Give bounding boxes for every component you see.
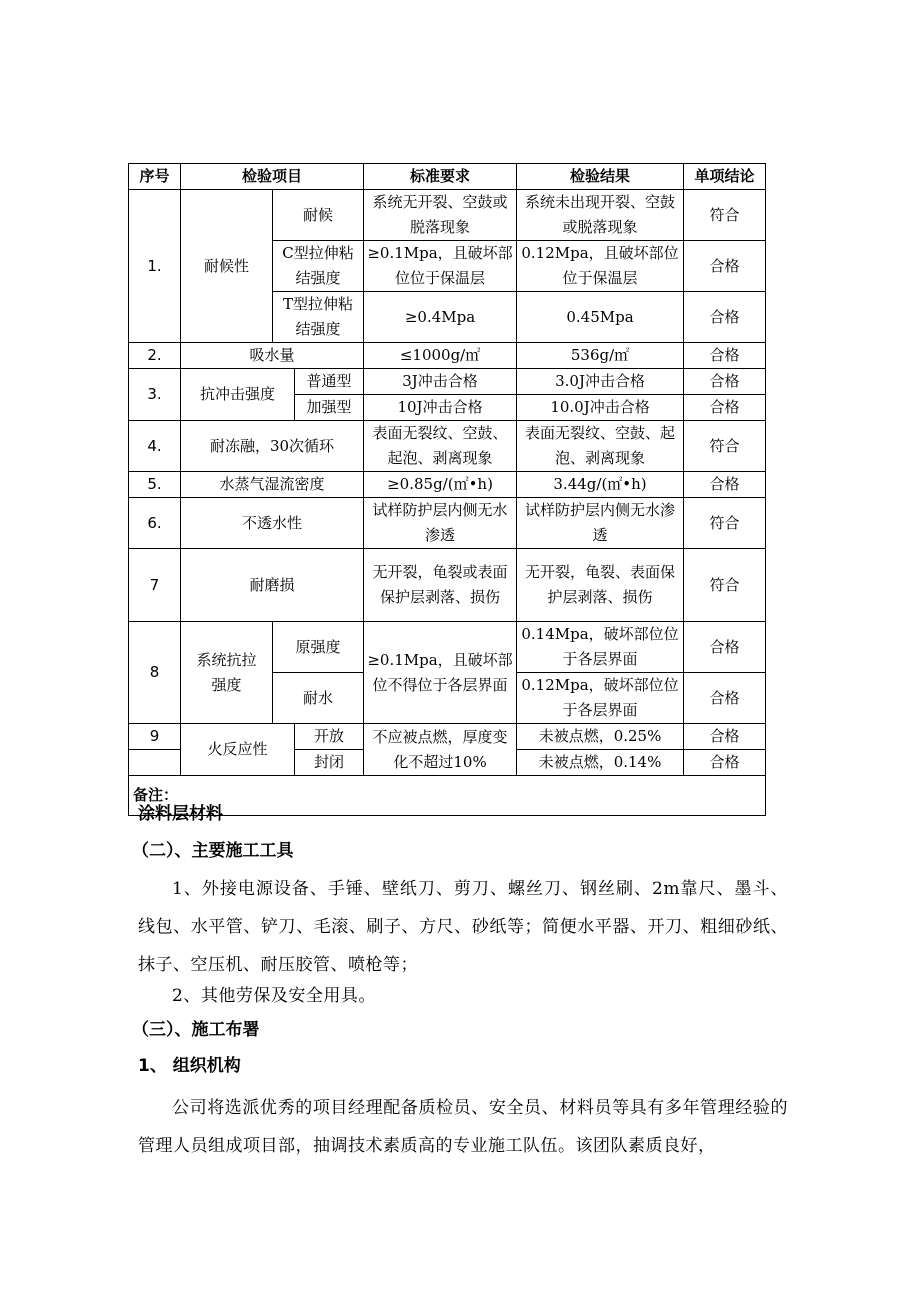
table-header-row (129, 164, 766, 190)
conclusion-cell: 合格 (684, 472, 766, 498)
row-item: 不透水性 (181, 498, 364, 549)
standard-cell: 无开裂，龟裂或表面保护层剥落、损伤 (364, 549, 517, 622)
header-standard: 标准要求 (364, 164, 517, 190)
row-number: 1. (129, 190, 181, 343)
sub-item: 耐水 (273, 673, 364, 724)
header-result: 检验结果 (517, 164, 684, 190)
table-row (129, 622, 766, 673)
standard-cell: ≥0.4Mpa (364, 292, 517, 343)
row-number: 6. (129, 498, 181, 549)
inspection-table (128, 163, 766, 816)
header-item: 检验项目 (181, 164, 364, 190)
conclusion-cell: 合格 (684, 369, 766, 395)
table-row (129, 421, 766, 472)
conclusion-cell: 合格 (684, 292, 766, 343)
tools-paragraph: 1、外接电源设备、手锤、壁纸刀、剪刀、螺丝刀、钢丝刷、2m靠尺、墨斗、线包、水平管、铲刀、毛滚、刷子、方尺、砂纸等；简便水平器、开刀、粗细砂纸、抹子、空压机、耐压胶管、喷枪等； (138, 879, 788, 975)
result-cell: 3.0J冲击合格 (517, 369, 684, 395)
row-item: 抗冲击强度 (181, 369, 295, 421)
conclusion-cell: 合格 (684, 241, 766, 292)
row-number: 8 (129, 622, 181, 724)
row-item: 火反应性 (181, 724, 295, 776)
conclusion-cell: 合格 (684, 673, 766, 724)
row-number: 4. (129, 421, 181, 472)
note-label: 备注： (129, 776, 766, 816)
header-no: 序号 (129, 164, 181, 190)
table-row (129, 190, 766, 241)
result-cell: 3.44g/(㎡•h) (517, 472, 684, 498)
row-number: 2. (129, 343, 181, 369)
standard-cell: 系统无开裂、空鼓或脱落现象 (364, 190, 517, 241)
conclusion-cell: 符合 (684, 549, 766, 622)
conclusion-cell: 符合 (684, 421, 766, 472)
sub-item: 耐候 (273, 190, 364, 241)
standard-cell: 试样防护层内侧无水渗透 (364, 498, 517, 549)
standard-cell: 3J冲击合格 (364, 369, 517, 395)
table-row (129, 472, 766, 498)
sub-item: C型拉伸粘结强度 (273, 241, 364, 292)
conclusion-cell: 合格 (684, 622, 766, 673)
conclusion-cell: 合格 (684, 343, 766, 369)
table-row (129, 343, 766, 369)
conclusion-cell: 合格 (684, 724, 766, 750)
standard-cell: ≥0.1Mpa，且破坏部位位于保温层 (364, 241, 517, 292)
sub-item: 原强度 (273, 622, 364, 673)
sub-item: 普通型 (295, 369, 364, 395)
standard-cell: ≥0.1Mpa，且破坏部位不得位于各层界面 (364, 622, 517, 724)
standard-cell: 表面无裂纹、空鼓、起泡、剥离现象 (364, 421, 517, 472)
org-paragraph: 公司将选派优秀的项目经理配备质检员、安全员、材料员等具有多年管理经验的管理人员组成项目部，抽调技术素质高的专业施工队伍。该团队素质良好， (138, 1098, 788, 1156)
standard-cell: 不应被点燃，厚度变化不超过10% (364, 724, 517, 776)
result-cell: 未被点燃，0.14% (517, 750, 684, 776)
row-item: 耐冻融，30次循环 (181, 421, 364, 472)
result-cell: 536g/㎡ (517, 343, 684, 369)
result-cell: 无开裂，龟裂、表面保护层剥落、损伤 (517, 549, 684, 622)
row-item: 吸水量 (181, 343, 364, 369)
result-cell: 0.45Mpa (517, 292, 684, 343)
result-cell: 0.14Mpa，破坏部位位于各层界面 (517, 622, 684, 673)
row-item: 耐磨损 (181, 549, 364, 622)
table-row (129, 369, 766, 395)
sub-item: 加强型 (295, 395, 364, 421)
row-item: 水蒸气湿流密度 (181, 472, 364, 498)
sub-item: 封闭 (295, 750, 364, 776)
subsection1-title: 1、 组织机构 (138, 1056, 241, 1076)
note-row (129, 776, 766, 816)
result-cell: 0.12Mpa，且破坏部位位于保温层 (517, 241, 684, 292)
safety-paragraph: 2、其他劳保及安全用具。 (172, 986, 376, 1006)
section2-title: （二）、主要施工工具 (132, 841, 294, 861)
row-item: 系统抗拉强度 (181, 622, 273, 724)
table-row (129, 498, 766, 549)
conclusion-cell: 符合 (684, 190, 766, 241)
coating-heading: 涂料层材料 (138, 804, 223, 824)
row-number: 9 (129, 724, 181, 750)
section3-title: （三）、施工布署 (132, 1020, 260, 1040)
result-cell: 0.12Mpa，破坏部位位于各层界面 (517, 673, 684, 724)
conclusion-cell: 符合 (684, 498, 766, 549)
standard-cell: ≥0.85g/(㎡•h) (364, 472, 517, 498)
result-cell: 10.0J冲击合格 (517, 395, 684, 421)
table-row (129, 549, 766, 622)
conclusion-cell: 合格 (684, 395, 766, 421)
table-row (129, 724, 766, 750)
standard-cell: ≤1000g/㎡ (364, 343, 517, 369)
result-cell: 试样防护层内侧无水渗透 (517, 498, 684, 549)
sub-item: 开放 (295, 724, 364, 750)
standard-cell: 10J冲击合格 (364, 395, 517, 421)
conclusion-cell: 合格 (684, 750, 766, 776)
row-number: 3. (129, 369, 181, 421)
sub-item: T型拉伸粘结强度 (273, 292, 364, 343)
result-cell: 表面无裂纹、空鼓、起泡、剥离现象 (517, 421, 684, 472)
row-number-empty (129, 750, 181, 776)
row-number: 5. (129, 472, 181, 498)
header-conclusion: 单项结论 (684, 164, 766, 190)
result-cell: 系统未出现开裂、空鼓或脱落现象 (517, 190, 684, 241)
row-number: 7 (129, 549, 181, 622)
row-item: 耐候性 (181, 190, 273, 343)
result-cell: 未被点燃，0.25% (517, 724, 684, 750)
